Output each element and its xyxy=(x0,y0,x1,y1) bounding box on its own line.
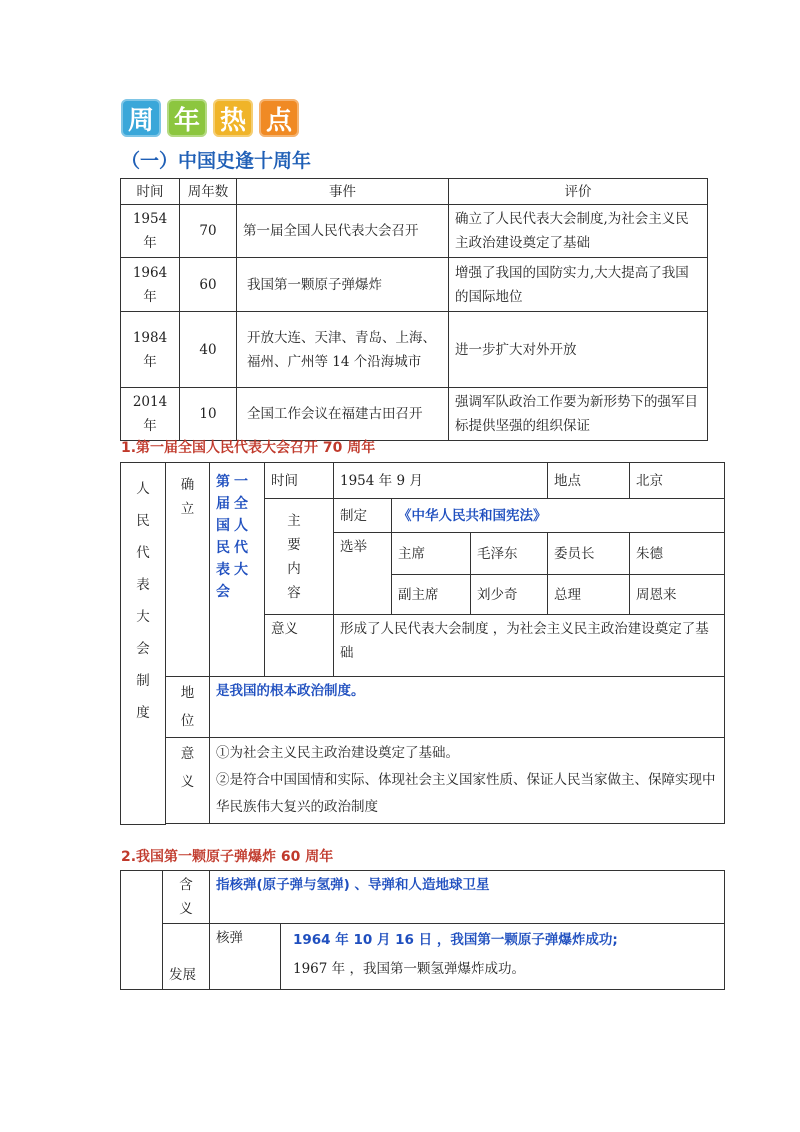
status-label xyxy=(166,677,210,738)
spacer xyxy=(166,824,725,825)
vice-label: 副主席 xyxy=(392,575,471,615)
establish-label-text: 确立 xyxy=(180,477,195,517)
tb-meaning-label xyxy=(163,871,210,924)
committee-label: 委员长 xyxy=(548,533,630,575)
section2-title: 2.我国第一颗原子弹爆炸 60 周年 xyxy=(121,849,334,865)
cell-time: 1964 年 xyxy=(121,258,180,312)
logo-tile-3: 热 xyxy=(213,99,253,137)
table-row xyxy=(121,205,708,258)
header-event: 事件 xyxy=(237,179,449,205)
logo-tile-4: 点 xyxy=(259,99,299,137)
cell-years: 40 xyxy=(180,312,237,388)
premier-value: 周恩来 xyxy=(630,575,725,615)
significance-point-1: ①为社会主义民主政治建设奠定了基础。 xyxy=(216,745,459,761)
table-row xyxy=(121,258,708,312)
header-eval: 评价 xyxy=(449,179,708,205)
cell-years: 60 xyxy=(180,258,237,312)
cell-eval: 确立了人民代表大会制度,为社会主义民主政治建设奠定了基础 xyxy=(449,205,708,258)
cell-time: 1954 年 xyxy=(121,205,180,258)
cell-time: 2014 年 xyxy=(121,388,180,441)
vice-value: 刘少奇 xyxy=(471,575,548,615)
elect-label: 选举 xyxy=(334,533,392,615)
cell-event: 我国第一颗原子弹爆炸 xyxy=(237,258,449,312)
significance-point-2: ②是符合中国国情和实际、体现社会主义国家性质、保证人民当家做主、保障实现中华民族伟大复兴的政治制度 xyxy=(216,772,716,815)
anniversary-table xyxy=(120,178,708,441)
enact-value: 《中华人民共和国宪法》 xyxy=(392,499,725,533)
tb-nuke-point-2: 1967 年 ，我国第一颗氢弹爆炸成功。 xyxy=(293,961,525,977)
logo-tile-2: 年 xyxy=(167,99,207,137)
cell-years: 70 xyxy=(180,205,237,258)
status-value: 是我国的根本政治制度。 xyxy=(210,677,725,738)
premier-label: 总理 xyxy=(548,575,630,615)
zhounian-redian-logo xyxy=(121,99,299,137)
cell-time: 1984 年 xyxy=(121,312,180,388)
main-content-label-text: 主要内容 xyxy=(287,512,311,601)
enact-label: 制定 xyxy=(334,499,392,533)
table-row xyxy=(121,312,708,388)
npc-system-table xyxy=(120,462,725,825)
time-label: 时间 xyxy=(265,463,334,499)
table-row xyxy=(121,388,708,441)
cell-eval: 进一步扩大对外开放 xyxy=(449,312,708,388)
header-years: 周年数 xyxy=(180,179,237,205)
cell-eval: 强调军队政治工作要为新形势下的强军目标提供坚强的组织保证 xyxy=(449,388,708,441)
tb-nuke-point-1: 1964 年 10 月 16 日 ，我国第一颗原子弹爆炸成功; xyxy=(293,932,618,948)
table-header-row xyxy=(121,179,708,205)
cell-eval: 增强了我国的国防实力,大大提高了我国的国际地位 xyxy=(449,258,708,312)
two-bombs-table xyxy=(120,870,725,990)
significance-label-text: 意义 xyxy=(180,746,195,790)
first-npc-name xyxy=(210,463,265,677)
chairman-value: 毛泽东 xyxy=(471,533,548,575)
cell-years: 10 xyxy=(180,388,237,441)
status-label-text: 地位 xyxy=(180,685,195,729)
first-npc-name-text: 第一届全国人民代表大会 xyxy=(216,474,252,600)
cell-event: 全国工作会议在福建古田召开 xyxy=(237,388,449,441)
page-heading: （一）中国史逢十周年 xyxy=(121,150,312,172)
cell-event: 第一届全国人民代表大会召开 xyxy=(237,205,449,258)
tb-meaning-value: 指核弹(原子弹与氢弹) 、导弹和人造地球卫星 xyxy=(210,871,725,924)
npc-system-label-text: 人民代表大会制度 xyxy=(136,481,150,721)
section1-title: 1.第一届全国人民代表大会召开 70 周年 xyxy=(121,440,376,456)
committee-value: 朱德 xyxy=(630,533,725,575)
main-content-label xyxy=(265,499,334,615)
meaning-value: 形成了人民代表大会制度 ，为社会主义民主政治建设奠定了基础 xyxy=(334,615,725,677)
place-value: 北京 xyxy=(630,463,725,499)
place-label: 地点 xyxy=(548,463,630,499)
tb-nuke-value xyxy=(281,924,725,990)
logo-tile-1: 周 xyxy=(121,99,161,137)
significance-label xyxy=(166,738,210,824)
establish-label xyxy=(166,463,210,677)
tb-nuke-label: 核弹 xyxy=(210,924,281,990)
npc-system-label xyxy=(121,463,166,825)
time-value: 1954 年 9 月 xyxy=(334,463,548,499)
meaning-label: 意义 xyxy=(265,615,334,677)
tb-meaning-label-text: 含义 xyxy=(179,877,193,917)
significance-value xyxy=(210,738,725,824)
tb-develop-label: 发展 xyxy=(163,924,210,990)
header-time: 时间 xyxy=(121,179,180,205)
blank-left-cell xyxy=(121,871,163,990)
cell-event: 开放大连、天津、青岛、上海、福州、广州等 14 个沿海城市 xyxy=(237,312,449,388)
chairman-label: 主席 xyxy=(392,533,471,575)
